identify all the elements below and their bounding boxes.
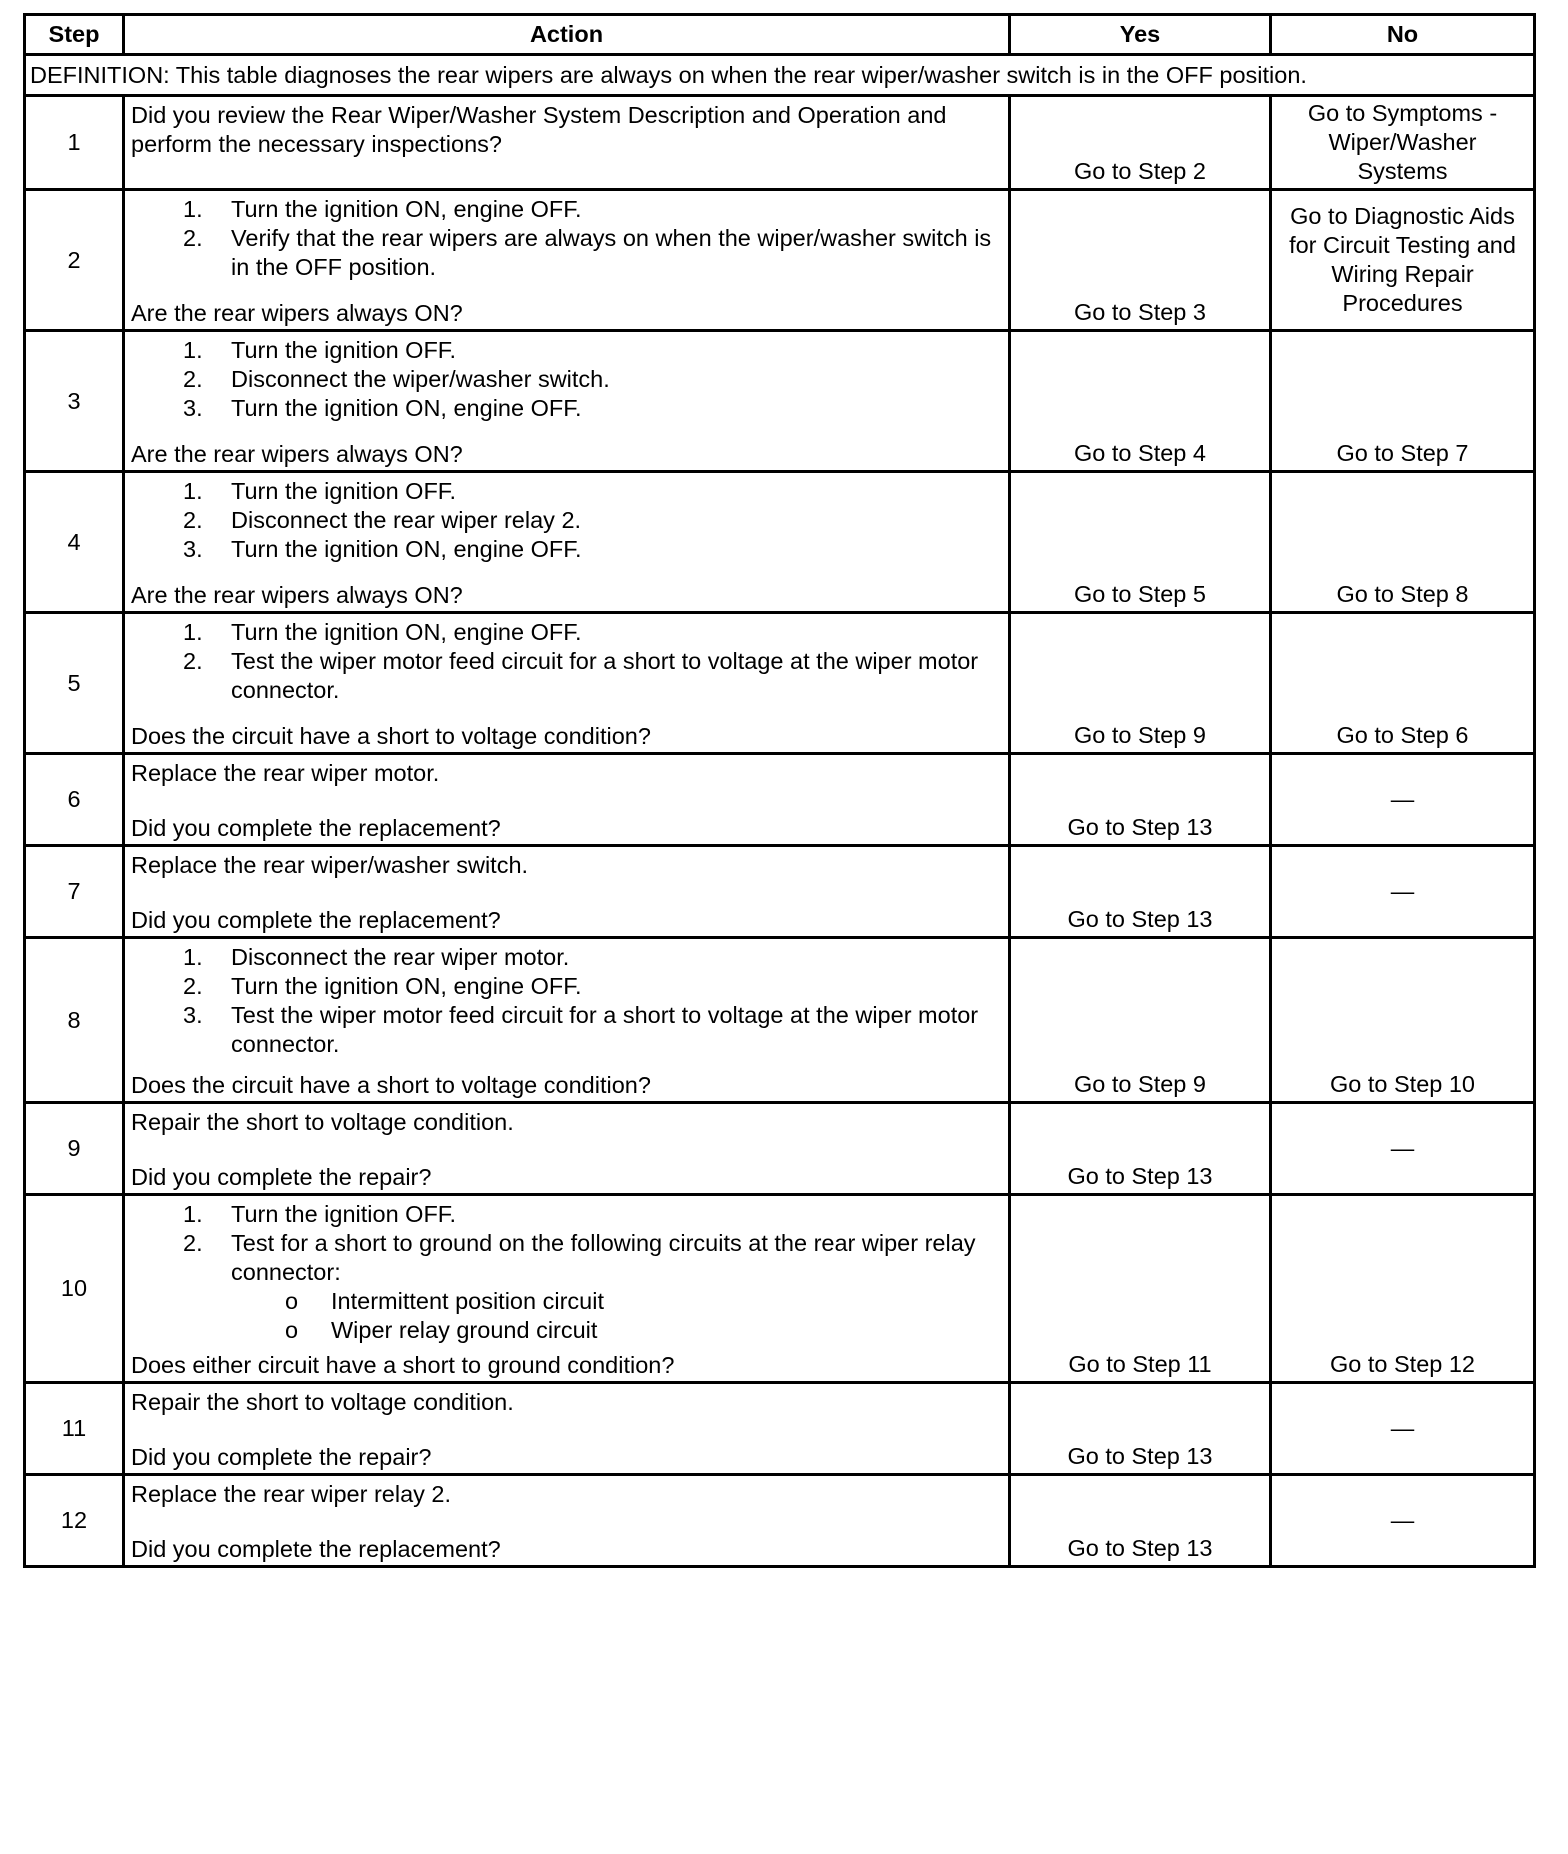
action-cell [124,1103,1010,1195]
step-list [131,943,1004,1059]
step-list-item [131,618,1004,647]
step-list-item [131,535,1004,564]
action-question: Are the rear wipers always ON? [131,300,463,326]
action-cell [124,846,1010,938]
step-list-item [131,224,1004,282]
step-number: 2 [25,190,124,331]
step-list-item [131,336,1004,365]
table-row [25,190,1535,331]
action-cell [124,331,1010,472]
no-result: Go to Step 6 [1271,613,1535,754]
step-list-item [131,477,1004,506]
step-number: 6 [25,754,124,846]
step-list-item [131,195,1004,224]
step-list-item [131,1229,1004,1287]
list-item-text: Turn the ignition OFF. [231,1201,457,1227]
action-content [131,336,1004,469]
no-result-line: Wiper/Washer [1328,129,1477,155]
action-content [131,759,1004,843]
action-instructions [131,336,1004,423]
list-item-text: Test the wiper motor feed circuit for a short to voltage at the wiper motor connector. [231,648,979,703]
no-result: — [1271,1383,1535,1475]
list-item-text: Turn the ignition OFF. [231,337,457,363]
action-instructions [131,477,1004,564]
no-result [1271,96,1535,190]
list-number: 2. [183,973,203,999]
table-row [25,1475,1535,1567]
action-content [131,101,1004,187]
yes-result: Go to Step 13 [1010,846,1271,938]
list-number: 2. [183,366,203,392]
no-result: — [1271,846,1535,938]
action-instructions [131,101,1004,159]
action-cell [124,613,1010,754]
action-question: Does the circuit have a short to voltage condition? [131,723,651,749]
action-question: Did you complete the repair? [131,1444,432,1470]
step-number: 1 [25,96,124,190]
yes-result: Go to Step 13 [1010,1383,1271,1475]
list-item-text: Test the wiper motor feed circuit for a short to voltage at the wiper motor connector. [231,1002,979,1057]
step-number: 5 [25,613,124,754]
list-item-text: Disconnect the wiper/washer switch. [231,366,610,392]
yes-result: Go to Step 9 [1010,613,1271,754]
table-row [25,472,1535,613]
step-list-item [131,394,1004,423]
list-number: 3. [183,536,203,562]
step-number: 7 [25,846,124,938]
action-question: Does the circuit have a short to voltage condition? [131,1072,651,1098]
list-number: 2. [183,1230,203,1256]
no-result-line: Wiring Repair [1331,261,1474,287]
no-result-line: Go to Symptoms - [1307,100,1498,126]
list-item-text: Disconnect the rear wiper motor. [231,944,570,970]
action-instructions [131,1388,1004,1417]
table-row [25,1195,1535,1383]
step-number: 12 [25,1475,124,1567]
step-number: 11 [25,1383,124,1475]
table-row [25,96,1535,190]
action-intro: Replace the rear wiper relay 2. [131,1481,452,1507]
action-intro: Replace the rear wiper motor. [131,760,440,786]
action-content [131,618,1004,751]
action-intro: Replace the rear wiper/washer switch. [131,852,529,878]
action-intro: Repair the short to voltage condition. [131,1109,514,1135]
table-row [25,754,1535,846]
action-cell [124,96,1010,190]
action-instructions [131,1480,1004,1509]
yes-result: Go to Step 2 [1010,96,1271,190]
list-number: 1. [183,196,203,222]
sub-list [131,1287,1004,1345]
no-result: — [1271,1475,1535,1567]
action-question: Are the rear wipers always ON? [131,441,463,467]
list-number: 3. [183,1002,203,1028]
yes-result: Go to Step 5 [1010,472,1271,613]
step-list [131,195,1004,282]
yes-result: Go to Step 4 [1010,331,1271,472]
list-number: 2. [183,225,203,251]
action-instructions [131,759,1004,788]
list-number: 1. [183,619,203,645]
step-number: 3 [25,331,124,472]
sub-item-text: Intermittent position circuit [331,1288,604,1314]
list-item-text: Turn the ignition ON, engine OFF. [231,973,582,999]
sub-list-item [131,1287,1004,1316]
list-item-text: Turn the ignition ON, engine OFF. [231,395,582,421]
action-question: Did you complete the replacement? [131,907,501,933]
no-result: Go to Step 8 [1271,472,1535,613]
action-question: Did you complete the replacement? [131,1536,501,1562]
action-instructions [131,618,1004,705]
step-number: 9 [25,1103,124,1195]
action-question: Are the rear wipers always ON? [131,582,463,608]
yes-result: Go to Step 13 [1010,1475,1271,1567]
diagnostic-table [23,13,1536,1568]
no-result-line: Procedures [1342,290,1463,316]
step-list-item [131,943,1004,972]
yes-result: Go to Step 13 [1010,1103,1271,1195]
action-content [131,195,1004,328]
step-list [131,1200,1004,1287]
action-cell [124,1195,1010,1383]
step-list [131,477,1004,564]
yes-result: Go to Step 9 [1010,938,1271,1103]
header-yes: Yes [1010,15,1271,55]
no-result-line: Go to Diagnostic Aids [1290,203,1515,229]
list-item-text: Turn the ignition OFF. [231,478,457,504]
list-number: 1. [183,478,203,504]
action-question: Did you complete the replacement? [131,815,501,841]
table-row [25,1383,1535,1475]
circle-bullet-icon: o [285,1288,299,1314]
no-result: Go to Step 10 [1271,938,1535,1103]
step-number: 10 [25,1195,124,1383]
step-list [131,336,1004,423]
no-result: — [1271,1103,1535,1195]
table-row [25,1103,1535,1195]
step-list-item [131,365,1004,394]
action-cell [124,938,1010,1103]
action-instructions [131,1200,1004,1345]
list-item-text: Turn the ignition ON, engine OFF. [231,536,582,562]
step-list-item [131,972,1004,1001]
step-number: 4 [25,472,124,613]
list-item-text: Disconnect the rear wiper relay 2. [231,507,582,533]
no-result [1271,190,1535,331]
action-cell [124,190,1010,331]
step-list-item [131,506,1004,535]
list-number: 2. [183,507,203,533]
list-item-text: Test for a short to ground on the following circuits at the rear wiper relay connector: [231,1230,976,1285]
action-cell [124,754,1010,846]
list-item-text: Turn the ignition ON, engine OFF. [231,196,582,222]
action-instructions [131,943,1004,1059]
step-number: 8 [25,938,124,1103]
no-result: — [1271,754,1535,846]
action-cell [124,1383,1010,1475]
action-content [131,1200,1004,1380]
list-number: 1. [183,337,203,363]
action-content [131,1108,1004,1192]
diagnostic-table-sheet [23,13,1533,1568]
list-number: 1. [183,1201,203,1227]
action-cell [124,1475,1010,1567]
action-content [131,1480,1004,1564]
list-number: 2. [183,648,203,674]
step-list-item [131,1200,1004,1229]
no-result-line: Systems [1357,158,1448,184]
action-intro: Repair the short to voltage condition. [131,1389,514,1415]
no-result: Go to Step 7 [1271,331,1535,472]
action-content [131,851,1004,935]
step-list [131,618,1004,705]
no-result-line: for Circuit Testing and [1289,232,1516,258]
step-list-item [131,1001,1004,1059]
action-intro: Did you review the Rear Wiper/Washer System Description and Operation and perform the necessary inspections? [131,102,947,157]
no-result: Go to Step 12 [1271,1195,1535,1383]
action-instructions [131,1108,1004,1137]
yes-result: Go to Step 11 [1010,1195,1271,1383]
definition-row [25,55,1535,96]
action-content [131,1388,1004,1472]
sub-item-text: Wiper relay ground circuit [331,1317,598,1343]
table-row [25,938,1535,1103]
list-number: 3. [183,395,203,421]
header-action: Action [124,15,1010,55]
action-cell [124,472,1010,613]
yes-result: Go to Step 13 [1010,754,1271,846]
list-number: 1. [183,944,203,970]
table-row [25,846,1535,938]
table-row [25,331,1535,472]
action-instructions [131,851,1004,880]
action-content [131,943,1004,1100]
action-content [131,477,1004,610]
header-step: Step [25,15,124,55]
header-row [25,15,1535,55]
sub-list-item [131,1316,1004,1345]
table-row [25,613,1535,754]
list-item-text: Turn the ignition ON, engine OFF. [231,619,582,645]
action-instructions [131,195,1004,282]
definition-text: DEFINITION: This table diagnoses the rear wipers are always on when the rear wiper/washer switch is in the OFF position. [25,55,1535,96]
list-item-text: Verify that the rear wipers are always on when the wiper/washer switch is in the OFF position. [231,225,992,280]
action-question: Did you complete the repair? [131,1164,432,1190]
header-no: No [1271,15,1535,55]
action-question: Does either circuit have a short to ground condition? [131,1352,675,1378]
circle-bullet-icon: o [285,1317,299,1343]
yes-result: Go to Step 3 [1010,190,1271,331]
step-list-item [131,647,1004,705]
